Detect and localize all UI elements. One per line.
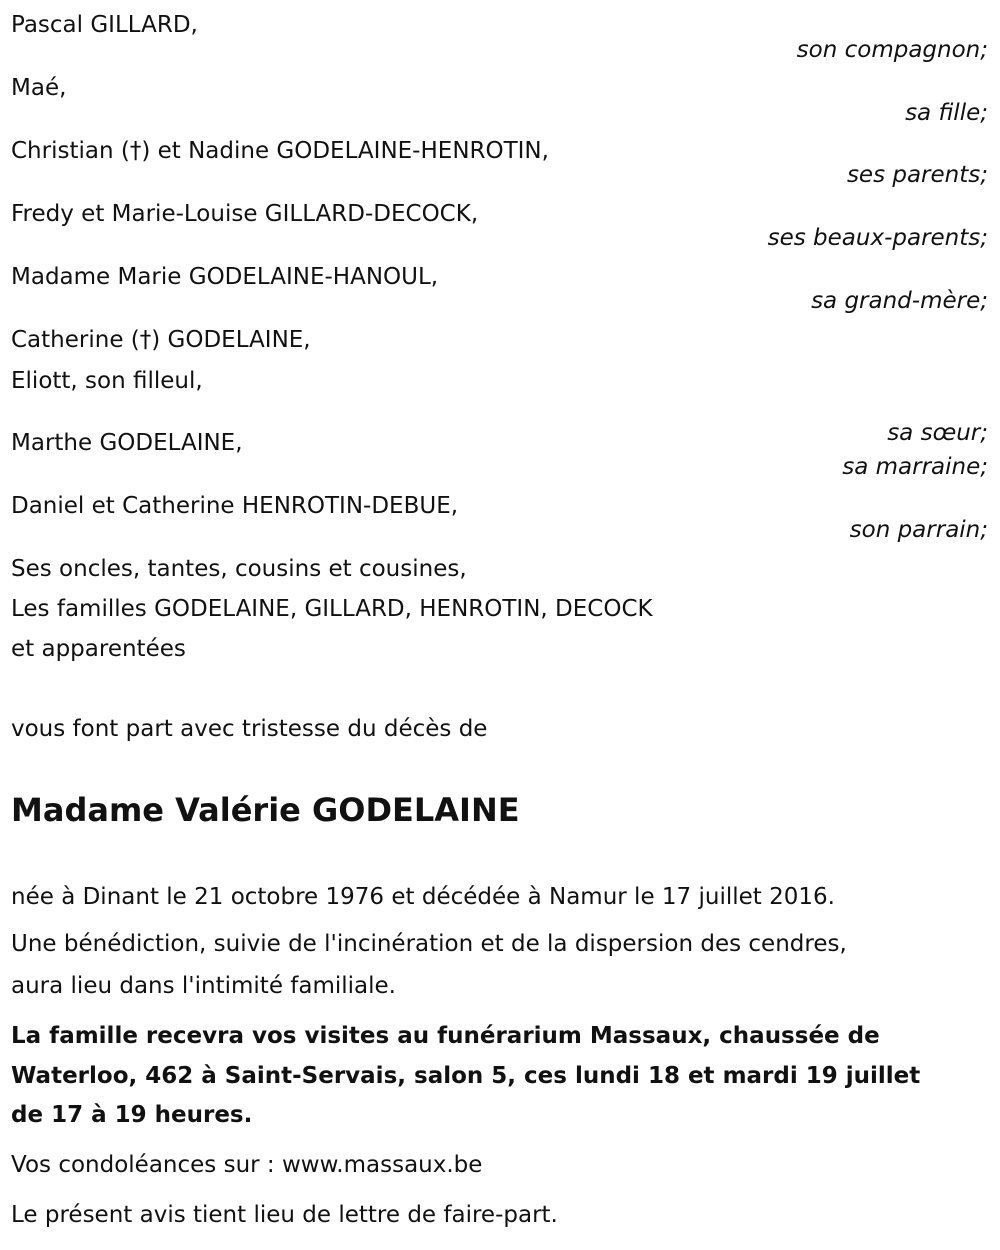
- ceremony-line: aura lieu dans l'intimité familiale.: [11, 973, 396, 999]
- deceased-name: Madame Valérie GODELAINE: [11, 791, 520, 829]
- family-role: sa fille;: [905, 100, 988, 126]
- family-name: Maé,: [11, 75, 67, 101]
- family-name: Marthe GODELAINE,: [11, 430, 243, 456]
- visits-line: Waterloo, 462 à Saint-Servais, salon 5, ces lundi 18 et mardi 19 juillet: [11, 1063, 921, 1089]
- family-name: Daniel et Catherine HENROTIN-DEBUE,: [11, 493, 459, 519]
- visits-line: de 17 à 19 heures.: [11, 1102, 253, 1128]
- family-role: sa marraine;: [842, 454, 988, 480]
- birth-death: née à Dinant le 21 octobre 1976 et décédée à Namur le 17 juillet 2016.: [11, 884, 835, 910]
- closing: Le présent avis tient lieu de lettre de faire-part.: [11, 1202, 558, 1228]
- family-role: ses beaux-parents;: [767, 225, 988, 251]
- others-line: Ses oncles, tantes, cousins et cousines,: [11, 556, 467, 582]
- family-role: ses parents;: [846, 162, 988, 188]
- family-name: Catherine (†) GODELAINE,: [11, 327, 311, 353]
- announcement: vous font part avec tristesse du décès de: [11, 716, 488, 742]
- ceremony-line: Une bénédiction, suivie de l'incinération et de la dispersion des cendres,: [11, 931, 847, 957]
- others-line: et apparentées: [11, 636, 186, 662]
- family-role: sa sœur;: [887, 420, 988, 446]
- family-name: Fredy et Marie-Louise GILLARD-DECOCK,: [11, 201, 479, 227]
- visits-line: La famille recevra vos visites au funérarium Massaux, chaussée de: [11, 1023, 880, 1049]
- family-name: Eliott, son filleul,: [11, 368, 203, 394]
- family-role: son compagnon;: [796, 37, 988, 63]
- family-name: Pascal GILLARD,: [11, 12, 198, 38]
- condolences: Vos condoléances sur : www.massaux.be: [11, 1152, 483, 1178]
- others-line: Les familles GODELAINE, GILLARD, HENROTIN, DECOCK: [11, 596, 653, 622]
- family-name: Christian (†) et Nadine GODELAINE-HENROTIN,: [11, 138, 549, 164]
- family-role: son parrain;: [849, 517, 988, 543]
- family-role: sa grand-mère;: [811, 288, 988, 314]
- family-name: Madame Marie GODELAINE-HANOUL,: [11, 264, 439, 290]
